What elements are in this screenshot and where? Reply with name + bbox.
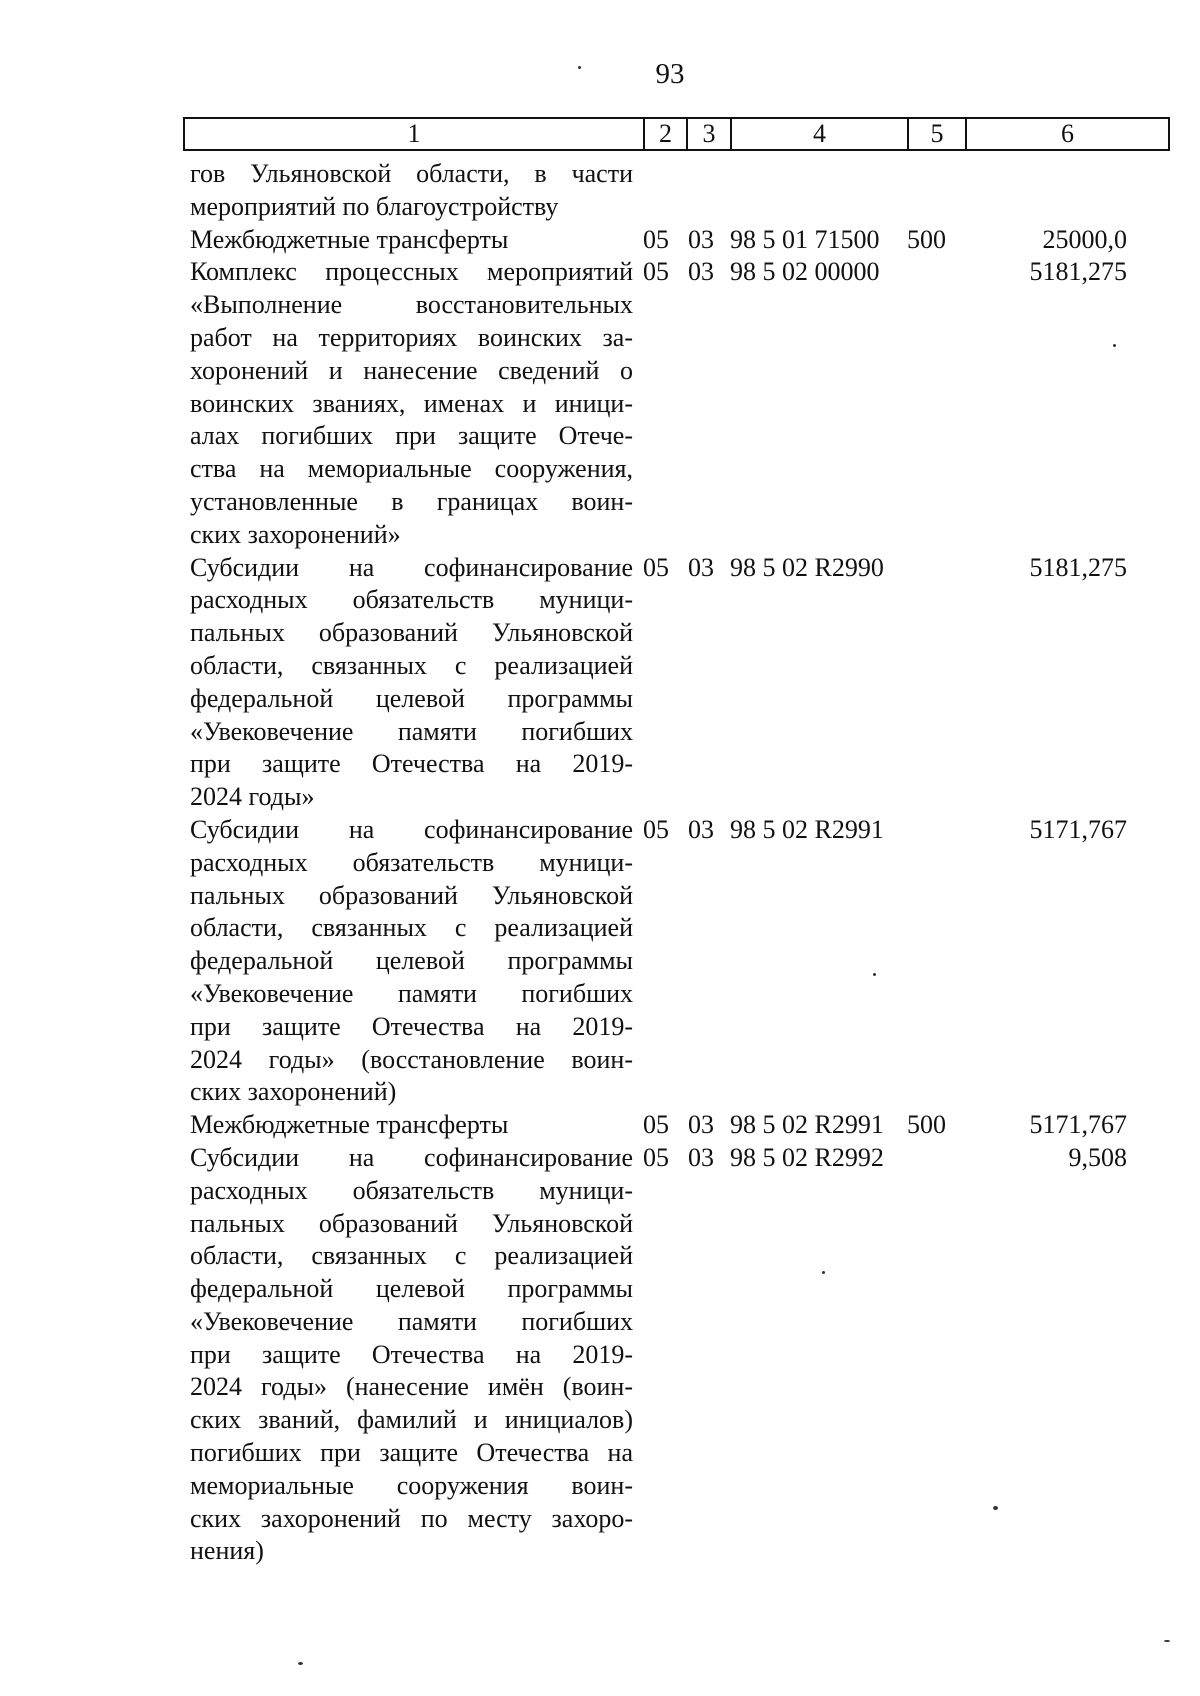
row-section: 05 <box>643 1110 669 1140</box>
row-amount: 5171,767 <box>1029 814 1127 844</box>
description-line: Субсидии на софинансирование <box>190 1142 633 1172</box>
row-expense-type: 500 <box>907 1110 946 1140</box>
description-line: нения) <box>190 1536 264 1566</box>
description-line: мероприятий по благоустройству <box>190 191 559 221</box>
description-line: пальных образований Ульяновской <box>190 618 633 648</box>
row-target-article: 98 5 02 00000 <box>730 257 880 287</box>
description-line: «Увековечение памяти погибших <box>190 978 633 1008</box>
scan-speck <box>578 66 581 69</box>
row-subsection: 03 <box>688 814 714 844</box>
description-line: федеральной целевой программы <box>190 1274 633 1304</box>
description-line: ских званий, фамилий и инициалов) <box>190 1405 633 1435</box>
row-expense-type <box>907 1142 967 1568</box>
scan-speck <box>822 1271 825 1274</box>
description-line: воинских званиях, именах и иници- <box>190 388 633 418</box>
description-line: мемориальные сооружения воин- <box>190 1470 633 1500</box>
row-section: 05 <box>643 1142 669 1172</box>
row-target-article <box>730 158 907 224</box>
description-line: «Увековечение памяти погибших <box>190 1306 633 1336</box>
row-target-article: 98 5 02 R2992 <box>730 1142 884 1172</box>
description-line: ства на мемориальные сооружения, <box>190 454 633 484</box>
description-line: области, связанных с реализацией <box>190 1241 633 1271</box>
description-line: работ на территориях воинских за- <box>190 322 633 352</box>
row-amount: 9,508 <box>1068 1142 1127 1172</box>
row-target-article: 98 5 01 71500 <box>730 224 880 254</box>
description-line: федеральной целевой программы <box>190 946 633 976</box>
description-line: Межбюджетные трансферты <box>190 224 509 254</box>
description-line: расходных обязательств муници- <box>190 847 633 877</box>
description-line: ских захоронений по месту захоро- <box>190 1503 633 1533</box>
description-line: расходных обязательств муници- <box>190 1175 633 1205</box>
description-line: при защите Отечества на 2019- <box>190 1339 633 1369</box>
table-row <box>190 256 1170 551</box>
description-line: Межбюджетные трансферты <box>190 1110 509 1140</box>
header-col-6: 6 <box>1061 119 1074 148</box>
row-subsection: 03 <box>688 224 714 254</box>
row-target-article: 98 5 02 R2991 <box>730 1110 884 1140</box>
header-col-4: 4 <box>732 119 909 149</box>
row-expense-type <box>907 158 967 224</box>
description-line: ских захоронений) <box>190 1077 397 1107</box>
description-line: при защите Отечества на 2019- <box>190 1011 633 1041</box>
description-line: Комплекс процессных мероприятий <box>190 257 633 287</box>
row-description <box>190 1109 633 1142</box>
description-line: хоронений и нанесение сведений о <box>190 355 633 385</box>
row-description <box>190 814 633 1109</box>
description-line: «Увековечение памяти погибших <box>190 716 633 746</box>
description-line: при защите Отечества на 2019- <box>190 749 633 779</box>
scan-speck <box>298 1662 303 1665</box>
row-description <box>190 552 633 814</box>
row-amount: 5171,767 <box>1029 1110 1127 1140</box>
description-line: Субсидии на софинансирование <box>190 814 633 844</box>
description-line: алах погибших при защите Отече- <box>190 421 633 451</box>
row-expense-type <box>907 552 967 814</box>
description-line: пальных образований Ульяновской <box>190 880 633 910</box>
row-subsection <box>688 158 730 224</box>
description-line: пальных образований Ульяновской <box>190 1208 633 1238</box>
table-row <box>190 1109 1170 1142</box>
row-section: 05 <box>643 257 669 287</box>
row-target-article: 98 5 02 R2990 <box>730 552 884 582</box>
row-section: 05 <box>643 552 669 582</box>
description-line: «Выполнение восстановительных <box>190 290 633 320</box>
row-expense-type <box>907 814 967 1109</box>
header-col-2: 2 <box>645 119 688 149</box>
row-amount: 5181,275 <box>1029 257 1127 287</box>
table-header <box>183 117 1170 151</box>
row-section: 05 <box>643 814 669 844</box>
description-line: 2024 годы» <box>190 782 315 812</box>
table-row <box>190 158 1170 224</box>
description-line: расходных обязательств муници- <box>190 585 633 615</box>
description-line: области, связанных с реализацией <box>190 650 633 680</box>
table-body <box>190 158 1170 1568</box>
header-col-3: 3 <box>688 119 732 149</box>
table-row <box>190 1142 1170 1568</box>
row-description <box>190 256 633 551</box>
table-row <box>190 224 1170 257</box>
table-row <box>190 814 1170 1109</box>
row-section: 05 <box>643 224 669 254</box>
description-line: установленные в границах воин- <box>190 486 633 516</box>
row-description <box>190 158 633 224</box>
description-line: федеральной целевой программы <box>190 683 633 713</box>
row-subsection: 03 <box>688 257 714 287</box>
scan-speck <box>873 973 876 976</box>
description-line: погибших при защите Отечества на <box>190 1438 633 1468</box>
scan-speck <box>1164 1640 1170 1642</box>
row-expense-type: 500 <box>907 224 946 254</box>
row-subsection: 03 <box>688 1110 714 1140</box>
description-line: гов Ульяновской области, в части <box>190 159 633 188</box>
row-amount <box>967 158 1127 224</box>
row-description <box>190 224 633 257</box>
header-col-1: 1 <box>185 119 645 149</box>
row-description <box>190 1142 633 1568</box>
row-expense-type <box>907 256 967 551</box>
row-subsection: 03 <box>688 1142 714 1172</box>
row-subsection: 03 <box>688 552 714 582</box>
row-amount: 5181,275 <box>1029 552 1127 582</box>
description-line: 2024 годы» (нанесение имён (воин- <box>190 1372 633 1402</box>
description-line: 2024 годы» (восстановление воин- <box>190 1044 633 1074</box>
table-row <box>190 552 1170 814</box>
description-line: Субсидии на софинансирование <box>190 552 633 582</box>
row-amount: 25000,0 <box>1042 224 1127 254</box>
row-section <box>643 158 688 224</box>
description-line: ских захоронений» <box>190 519 401 549</box>
scan-speck <box>993 1506 998 1510</box>
scan-speck <box>1113 344 1116 347</box>
page-number: 93 <box>655 58 685 90</box>
header-col-5: 5 <box>909 119 967 149</box>
description-line: области, связанных с реализацией <box>190 913 633 943</box>
row-target-article: 98 5 02 R2991 <box>730 814 884 844</box>
